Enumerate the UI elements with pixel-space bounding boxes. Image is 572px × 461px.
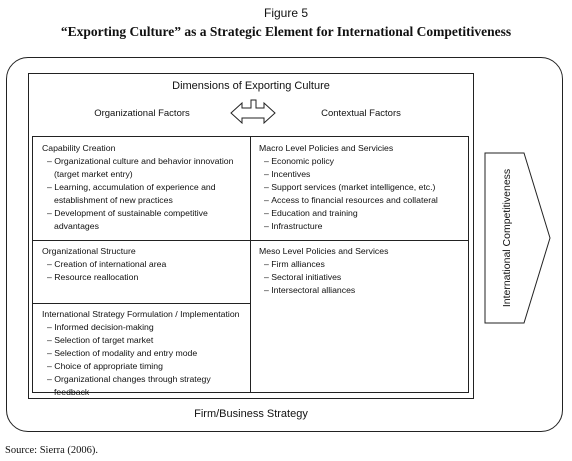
list-item: – Firm alliances bbox=[259, 258, 469, 271]
capability-creation-box bbox=[42, 142, 247, 233]
meso-level-box bbox=[259, 245, 469, 297]
dimensions-title: Dimensions of Exporting Culture bbox=[172, 80, 330, 92]
grid-divider-horizontal bbox=[32, 303, 250, 304]
list-item: – Infrastructure bbox=[259, 220, 469, 233]
organizational-factors-label: Organizational Factors bbox=[94, 108, 190, 119]
list-item: – Intersectoral alliances bbox=[259, 284, 469, 297]
international-strategy-box bbox=[42, 308, 247, 399]
two-way-arrow-icon bbox=[228, 97, 278, 129]
list-item: – Selection of target market bbox=[42, 334, 247, 347]
international-competitiveness-label: International Competitiveness bbox=[501, 168, 513, 308]
list-item: – Learning, accumulation of experience and establishment of new practices bbox=[42, 181, 247, 207]
box-heading: Meso Level Policies and Services bbox=[259, 246, 389, 256]
list-item: – Support services (market intelligence, etc.) bbox=[259, 181, 469, 194]
list-item: – Organizational changes through strategy feedback bbox=[42, 373, 247, 399]
macro-level-box bbox=[259, 142, 469, 233]
source-note: Source: Sierra (2006). bbox=[5, 445, 99, 456]
list-item: – Development of sustainable competitive advantages bbox=[42, 207, 247, 233]
list-item: – Resource reallocation bbox=[42, 271, 247, 284]
contextual-factors-label: Contextual Factors bbox=[321, 108, 401, 119]
list-item: – Economic policy bbox=[259, 155, 469, 168]
box-heading: International Strategy Formulation / Implementation bbox=[42, 309, 240, 319]
figure-title: “Exporting Culture” as a Strategic Element for International Competitiveness bbox=[60, 24, 512, 39]
list-item: – Education and training bbox=[259, 207, 469, 220]
figure-label: Figure 5 bbox=[263, 6, 309, 20]
list-item: – Informed decision-making bbox=[42, 321, 247, 334]
list-item: – Creation of international area bbox=[42, 258, 247, 271]
list-item: – Selection of modality and entry mode bbox=[42, 347, 247, 360]
grid-divider-vertical bbox=[250, 136, 251, 393]
list-item: – Incentives bbox=[259, 168, 469, 181]
firm-strategy-label: Firm/Business Strategy bbox=[194, 408, 308, 420]
box-heading: Macro Level Policies and Servicies bbox=[259, 143, 394, 153]
list-item: – Organizational culture and behavior innovation (target market entry) bbox=[42, 155, 247, 181]
list-item: – Choice of appropriate timing bbox=[42, 360, 247, 373]
box-heading: Capability Creation bbox=[42, 143, 116, 153]
organizational-structure-box bbox=[42, 245, 247, 284]
competitiveness-arrow-icon bbox=[484, 152, 552, 324]
grid-divider-horizontal bbox=[32, 240, 469, 241]
list-item: – Access to financial resources and collateral bbox=[259, 194, 469, 207]
list-item: – Sectoral initiatives bbox=[259, 271, 469, 284]
box-heading: Organizational Structure bbox=[42, 246, 136, 256]
